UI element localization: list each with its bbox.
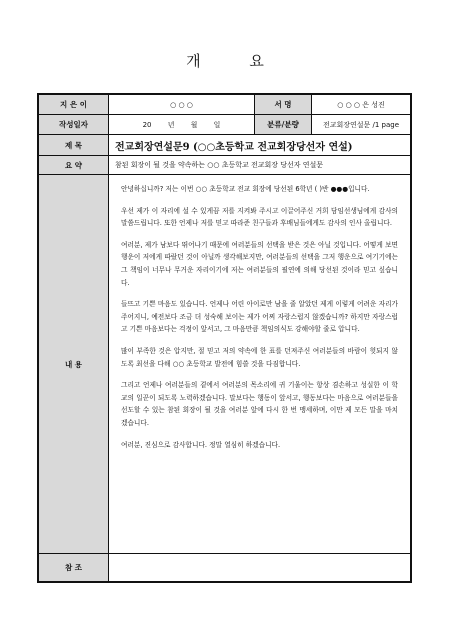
page-title: 개 요 bbox=[186, 52, 286, 70]
category-label: 분류/분량 bbox=[254, 115, 312, 134]
signature-label: 서 명 bbox=[254, 95, 312, 114]
content-paragraph: 여러분, 진심으로 감사합니다. 정말 열심히 하겠습니다. bbox=[121, 440, 281, 449]
content-body bbox=[109, 175, 410, 553]
content-paragraph: 그리고 언제나 여러분들의 곁에서 여러분의 목소리에 귀 기울이는 항상 겸손하고 성실한 이 학교의 일꾼이 되도록 노력하겠습니다. 말보다는 행동이 앞서고, 행동보다는 마음으로 여러분들을 선도할 수 있는 참된 회장이 될 것을 여러분 앞에 다시 한 번 맹세하며, 이만 제 모든 말을 마치겠습니다. bbox=[121, 381, 398, 427]
reference-row bbox=[39, 554, 410, 581]
category-value: 전교회장연설문 /1 page bbox=[322, 120, 400, 129]
summary-row bbox=[39, 156, 410, 175]
reference-label: 참 조 bbox=[39, 554, 109, 581]
subject-row bbox=[39, 135, 410, 156]
content-paragraph: 들뜨고 기쁜 마음도 있습니다. 언제나 어린 아이로만 남을 줄 알았던 제게 이렇게 어려운 자리가 주어지니, 예전보다 조금 더 성숙해 보이는 제가 어찌 자랑스럽지 않겠습니까? 하지만 자랑스럽고 기쁜 마음보다는 걱정이 앞서고, 그 마음만큼 책임의식도 강해야할 줄로 압니다. bbox=[121, 300, 398, 334]
author-row bbox=[39, 95, 410, 115]
content-paragraph: 안녕하십니까? 저는 이번 ○○ 초등학교 전교 회장에 당선된 6학년 ( )반 ●●●입니다. bbox=[121, 185, 370, 193]
document-table bbox=[37, 93, 412, 583]
signature-value: ○ ○ ○ 은 성진 bbox=[337, 100, 385, 109]
date-row bbox=[39, 115, 410, 135]
content-label: 내 용 bbox=[39, 175, 109, 553]
date-label: 작성일자 bbox=[39, 115, 109, 134]
content-paragraph: 많이 부족한 것은 압지만, 절 믿고 저의 약속에 한 표를 던져주신 여러분들의 바람이 헛되지 않도록 최선을 다해 ○○ 초등학교 발전에 힘쓸 것을 다짐합니다. bbox=[121, 346, 398, 368]
author-value: ○ ○ ○ bbox=[170, 100, 193, 109]
subject-label: 제 목 bbox=[39, 135, 109, 155]
summary-label: 요 약 bbox=[39, 156, 109, 174]
date-value: 20 년 월 일 bbox=[142, 120, 221, 129]
reference-value bbox=[109, 554, 410, 581]
summary-value: 참된 회장이 될 것을 약속하는 ○○ 초등학교 전교회장 당선자 연설문 bbox=[115, 161, 324, 169]
content-row bbox=[39, 175, 410, 554]
author-label: 지 은 이 bbox=[39, 95, 109, 114]
subject-value: 전교회장연설문9 (○○초등학교 전교회장당선자 연설) bbox=[115, 141, 353, 153]
content-paragraph: 여러분, 제가 남보다 뛰어나기 때문에 여러분들의 선택을 받은 것은 아닐 것입니다. 어떻게 보면 행운이 저에게 따랐던 것이 아닐까 생각해보지만, 여러분들의 선택을 그저 행운으로 여기기에는 그 책임이 너무나 무거운 자리이기에 저는 여러분들의 필연에 의해 당선된 것이라 믿고 싶습니다. bbox=[121, 240, 398, 287]
content-paragraph: 우선 제가 이 자리에 설 수 있게끔 저를 지켜봐 주시고 이끌어주신 거희 담임선생님에게 감사의 말씀드립니다. 또한 언제나 저를 믿고 따라준 친구들과 후배님들에게도 감사의 인사 올립니다. bbox=[121, 206, 398, 228]
